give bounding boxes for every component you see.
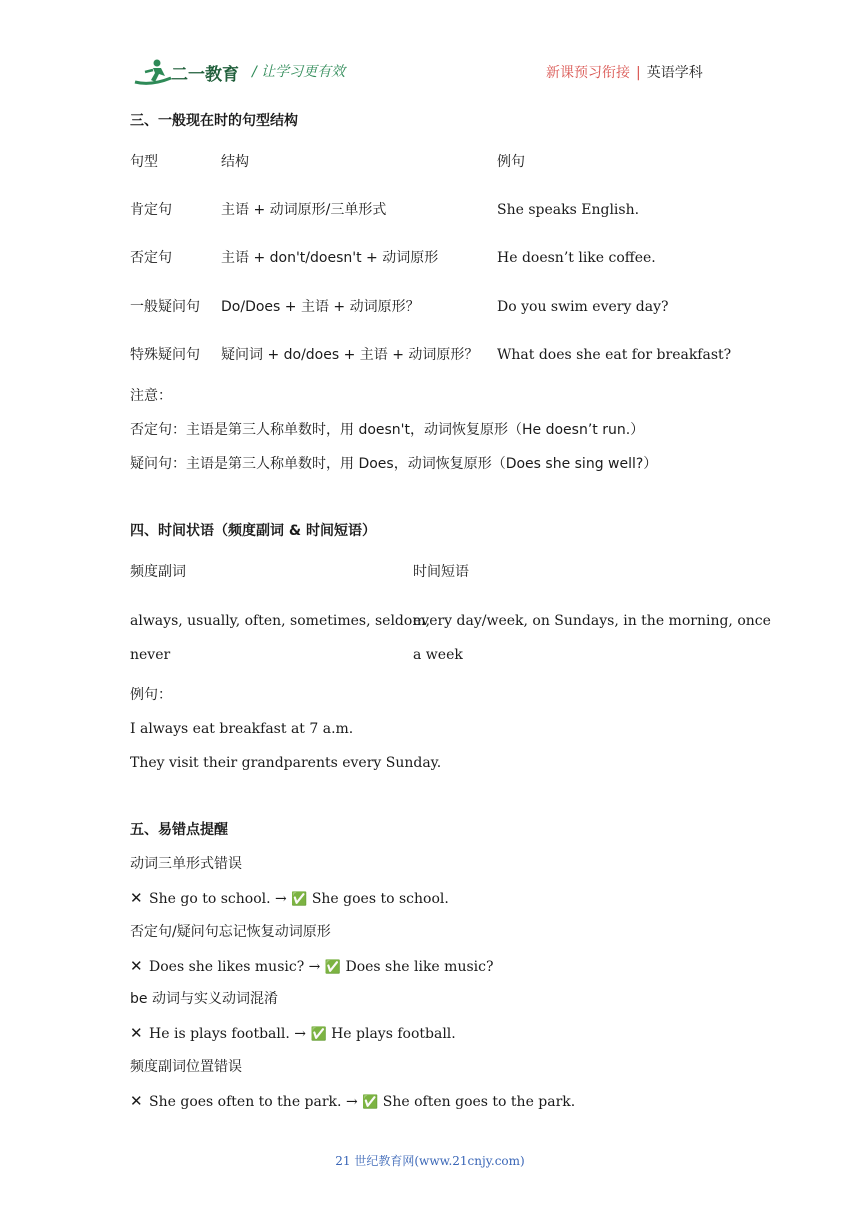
right-sentence: He plays football.	[331, 1026, 456, 1042]
subject-label: 英语学科	[646, 65, 703, 81]
logo	[131, 56, 249, 90]
header-separator: |	[636, 65, 641, 81]
row-type: 否定句	[130, 250, 172, 266]
arrow-icon: →	[345, 1094, 358, 1110]
row-type: 一般疑问句	[130, 299, 200, 315]
section3-title: 三、一般现在时的句型结构	[130, 113, 298, 129]
wrong-sentence: She go to school.	[149, 891, 271, 907]
row-example: What does she eat for breakfast?	[497, 347, 732, 363]
row-structure: 主语 + 动词原形/三单形式	[221, 202, 387, 218]
course-label: 新课预习衔接	[546, 65, 630, 81]
example-sentence: I always eat breakfast at 7 a.m.	[130, 721, 354, 737]
row-type: 肯定句	[130, 202, 172, 218]
time-phrases-line2: a week	[413, 647, 463, 663]
row-structure: Do/Does + 主语 + 动词原形？	[221, 299, 420, 315]
page-footer: 21 世纪教育网(www.21cnjy.com)	[335, 1154, 525, 1168]
example-sentence: They visit their grandparents every Sunday.	[130, 755, 442, 771]
note-line: 疑问句：主语是第三人称单数时，用 Does，动词恢复原形（Does she sing well?）	[130, 456, 658, 472]
mistake-correction	[130, 1023, 456, 1045]
row-structure: 主语 + don't/doesn't + 动词原形	[221, 250, 439, 266]
arrow-icon: →	[294, 1026, 306, 1042]
section4-title: 四、时间状语（频度副词 & 时间短语）	[130, 523, 376, 539]
cross-icon: ✕	[130, 889, 143, 907]
arrow-icon: →	[308, 959, 321, 975]
check-icon: ✅	[324, 960, 342, 975]
example-label: 例句：	[130, 687, 172, 703]
arrow-icon: →	[275, 891, 287, 907]
table-header-example: 例句	[497, 154, 525, 170]
row-example: She speaks English.	[497, 202, 640, 218]
col-header-time-phrase: 时间短语	[413, 564, 469, 580]
check-icon: ✅	[310, 1027, 327, 1042]
row-example: He doesn’t like coffee.	[497, 250, 656, 266]
note-line: 否定句：主语是第三人称单数时，用 doesn't，动词恢复原形（He doesn’t run.）	[130, 422, 645, 438]
table-header-structure: 结构	[221, 154, 249, 170]
mistake-correction	[130, 1091, 575, 1113]
logo-text: 二一教育	[171, 65, 239, 85]
mistake-correction	[130, 888, 449, 910]
frequency-adverbs-line2: never	[130, 647, 171, 663]
row-example: Do you swim every day?	[497, 299, 669, 315]
wrong-sentence: She goes often to the park.	[149, 1094, 342, 1110]
cross-icon: ✕	[130, 1024, 143, 1042]
wrong-sentence: Does she likes music?	[149, 959, 305, 975]
right-sentence: Does she like music?	[345, 959, 494, 975]
row-type: 特殊疑问句	[130, 347, 200, 363]
section5-title: 五、易错点提醒	[130, 822, 228, 838]
header-right	[546, 62, 703, 82]
mistake-label: 频度副词位置错误	[130, 1059, 242, 1075]
table-header-type: 句型	[130, 154, 158, 170]
time-phrases-line1: every day/week, on Sundays, in the morning, once	[413, 613, 771, 629]
mistake-label: 否定句/疑问句忘记恢复动词原形	[130, 924, 331, 940]
right-sentence: She goes to school.	[311, 891, 449, 907]
cross-icon: ✕	[130, 1092, 143, 1110]
wrong-sentence: He is plays football.	[149, 1026, 290, 1042]
check-icon: ✅	[362, 1095, 379, 1110]
note-label: 注意：	[130, 388, 172, 404]
page-header	[0, 0, 860, 100]
frequency-adverbs-line1: always, usually, often, sometimes, seldom,	[130, 613, 431, 629]
check-icon: ✅	[291, 892, 308, 907]
mistake-label: 动词三单形式错误	[130, 856, 242, 872]
mistake-label: be 动词与实义动词混淆	[130, 991, 278, 1007]
mistake-correction	[130, 956, 493, 978]
cross-icon: ✕	[130, 957, 143, 975]
row-structure: 疑问词 + do/does + 主语 + 动词原形？	[221, 347, 479, 363]
col-header-frequency: 频度副词	[130, 564, 186, 580]
slogan: / 让学习更有效	[252, 64, 346, 80]
right-sentence: She often goes to the park.	[382, 1094, 576, 1110]
